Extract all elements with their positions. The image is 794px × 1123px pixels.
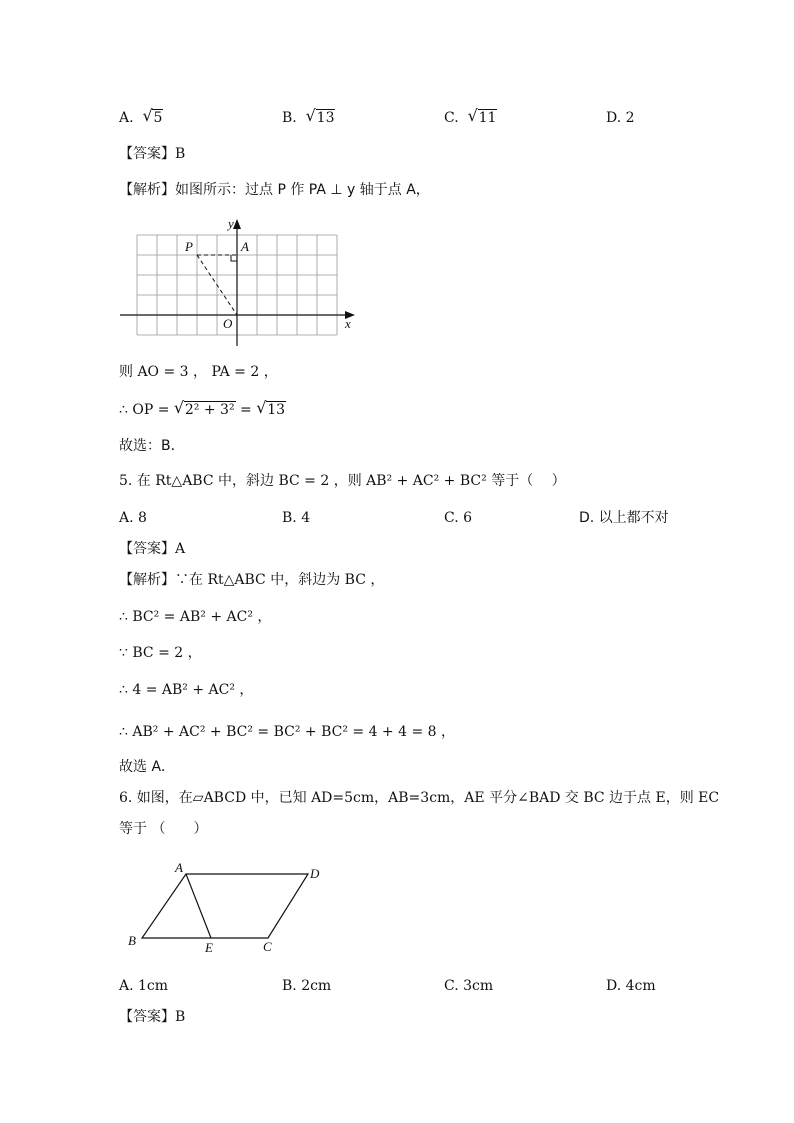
q5-option-a: A. 8 [119,510,147,526]
label-p: P [185,239,193,254]
q5-option-b: B. 4 [282,510,311,526]
q5-line-3: ∵ BC = 2 ， [119,645,202,661]
q4-option-b: B. √ 13 [282,108,335,128]
q5-stem: 5. 在 Rt△ABC 中，斜边 BC = 2 ，则 AB² + AC² + BC² 等于（ ） [119,473,566,489]
y-axis-arrow [233,219,241,229]
sqrt-symbol: √ 2² + 3² [174,400,236,420]
q4-option-a: A. √ 5 [119,108,163,128]
q5-line-4: ∴ 4 = AB² + AC² ， [119,682,254,698]
right-angle-mark [231,255,237,261]
label-e: E [205,940,213,955]
q6-option-d: D. 4cm [606,978,656,994]
q6-parallelogram-figure [120,854,340,964]
q5-option-d: D. 以上都不对 [579,510,669,526]
q6-stem-line1: 6. 如图，在▱ABCD 中，已知 AD=5cm，AB=3cm，AE 平分∠BAD 交 BC 边于点 E，则 EC [119,790,720,806]
q4-step2: ∴ OP = √ 2² + 3² = √ 13 [119,400,286,420]
q4-option-d: D. 2 [606,110,635,126]
q5-option-c: C. 6 [444,510,473,526]
q6-option-a: A. 1cm [119,978,169,994]
q5-line-5: ∴ AB² + AC² + BC² = BC² + BC² = 4 + 4 = 8 ， [119,724,456,740]
label-y: y [228,216,234,231]
parallelogram-abcd [142,874,308,938]
q4-conclusion: 故选：B． [119,438,185,454]
label-b: B [128,933,136,948]
q4-answer: 【答案】B [119,146,186,162]
q5-line-2: ∴ BC² = AB² + AC² ， [119,609,272,625]
label-a: A [241,239,249,254]
label-a: A [175,860,183,875]
q4-step1: 则 AO = 3 ， PA = 2 ， [119,364,278,380]
q5-answer: 【答案】A [119,541,186,557]
q4-coordinate-figure [115,214,375,354]
label-o: O [223,316,233,331]
segment-ae [186,874,211,938]
q6-option-b: B. 2cm [282,978,332,994]
sqrt-symbol: √ 13 [256,400,286,420]
q6-stem-line2: 等于 （ ） [119,821,208,837]
q4-option-c: C. √ 11 [444,108,497,128]
label-c: C [263,939,272,954]
q6-option-c: C. 3cm [444,978,494,994]
label-d: D [310,866,320,881]
sqrt-symbol: √ 13 [306,108,336,128]
sqrt-symbol: √ 11 [468,108,498,128]
sqrt-symbol: √ 5 [142,108,163,128]
q4-analysis: 【解析】如图所示：过点 P 作 PA ⊥ y 轴于点 A， [119,182,430,198]
q6-answer: 【答案】B [119,1009,186,1025]
q5-analysis: 【解析】∵在 Rt△ABC 中，斜边为 BC ， [119,572,385,588]
q5-conclusion: 故选 A． [119,759,176,775]
label-x: x [345,316,351,331]
